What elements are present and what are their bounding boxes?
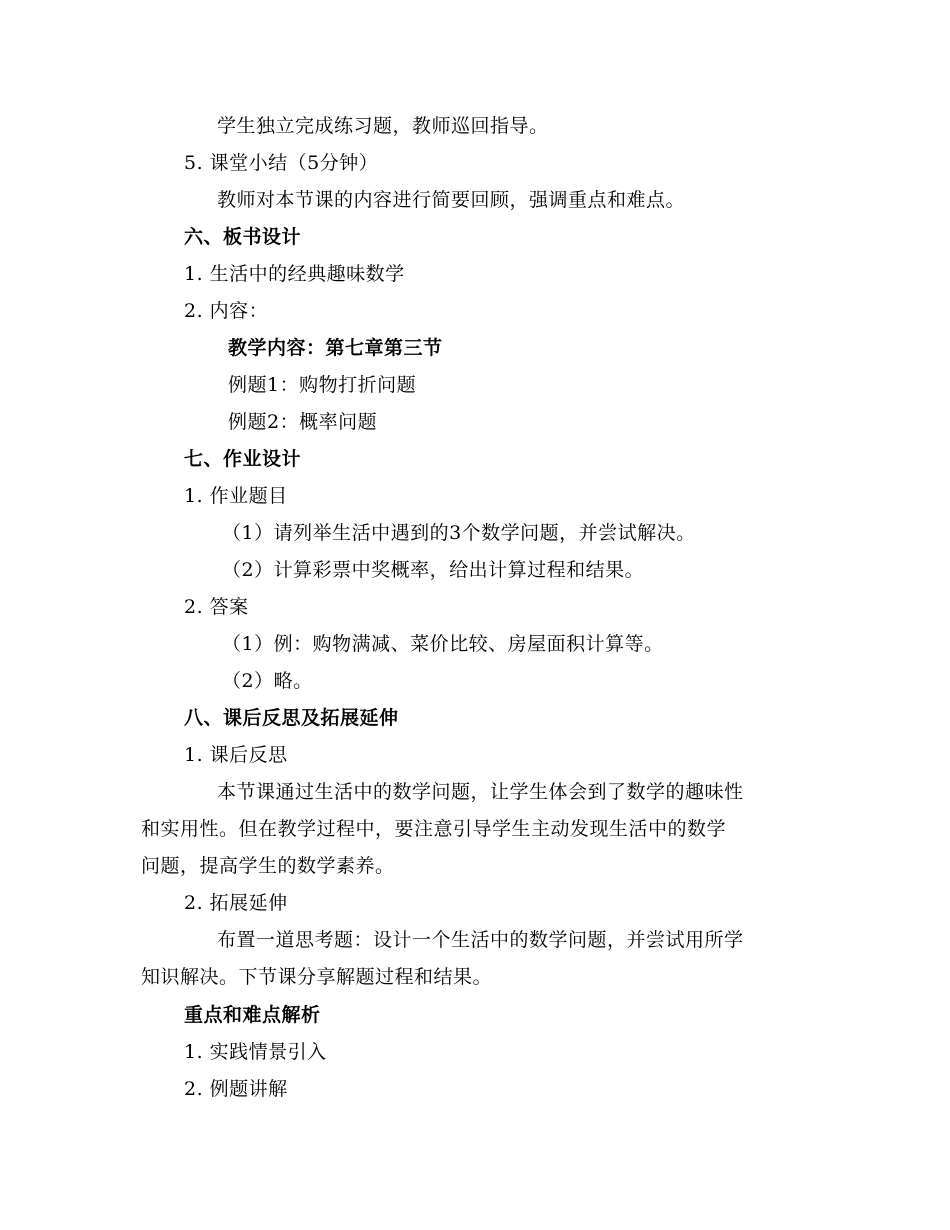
reflection-paragraph-line-3: 问题，提高学生的数学素养。	[141, 855, 395, 877]
answer-1: （1）例：购物满减、菜价比较、房屋面积计算等。	[222, 633, 664, 655]
board-example-1: 例题1：购物打折问题	[228, 374, 417, 396]
section-heading-homework: 七、作业设计	[184, 448, 302, 470]
list-item-board-content: 2. 内容：	[184, 300, 269, 322]
board-example-2: 例题2：概率问题	[228, 411, 378, 433]
list-item-board-title: 1. 生活中的经典趣味数学	[184, 263, 405, 285]
board-content-chapter: 教学内容：第七章第三节	[228, 337, 443, 359]
answer-2: （2）略。	[222, 670, 313, 692]
homework-question-1: （1）请列举生活中遇到的3个数学问题，并尝试解决。	[222, 522, 696, 544]
list-item-homework-questions: 1. 作业题目	[184, 485, 288, 507]
section-heading-board-design: 六、板书设计	[184, 226, 302, 248]
homework-question-2: （2）计算彩票中奖概率，给出计算过程和结果。	[222, 559, 645, 581]
list-item-extension: 2. 拓展延伸	[184, 892, 288, 914]
extension-paragraph-line-1: 布置一道思考题：设计一个生活中的数学问题，并尝试用所学	[217, 929, 744, 951]
list-item-example-explanation: 2. 例题讲解	[184, 1078, 288, 1100]
summary-description: 教师对本节课的内容进行简要回顾，强调重点和难点。	[217, 189, 686, 211]
practice-description: 学生独立完成练习题，教师巡回指导。	[217, 115, 549, 137]
list-item-practice-scenario: 1. 实践情景引入	[184, 1041, 327, 1063]
section-heading-reflection: 八、课后反思及拓展延伸	[184, 707, 399, 729]
section-heading-key-points: 重点和难点解析	[184, 1004, 321, 1026]
reflection-paragraph-line-1: 本节课通过生活中的数学问题，让学生体会到了数学的趣味性	[217, 781, 744, 803]
list-item-class-summary: 5. 课堂小结（5分钟）	[184, 152, 379, 174]
list-item-answers: 2. 答案	[184, 596, 249, 618]
extension-paragraph-line-2: 知识解决。下节课分享解题过程和结果。	[141, 966, 493, 988]
reflection-paragraph-line-2: 和实用性。但在教学过程中，要注意引导学生主动发现生活中的数学	[141, 818, 727, 840]
list-item-reflection: 1. 课后反思	[184, 744, 288, 766]
